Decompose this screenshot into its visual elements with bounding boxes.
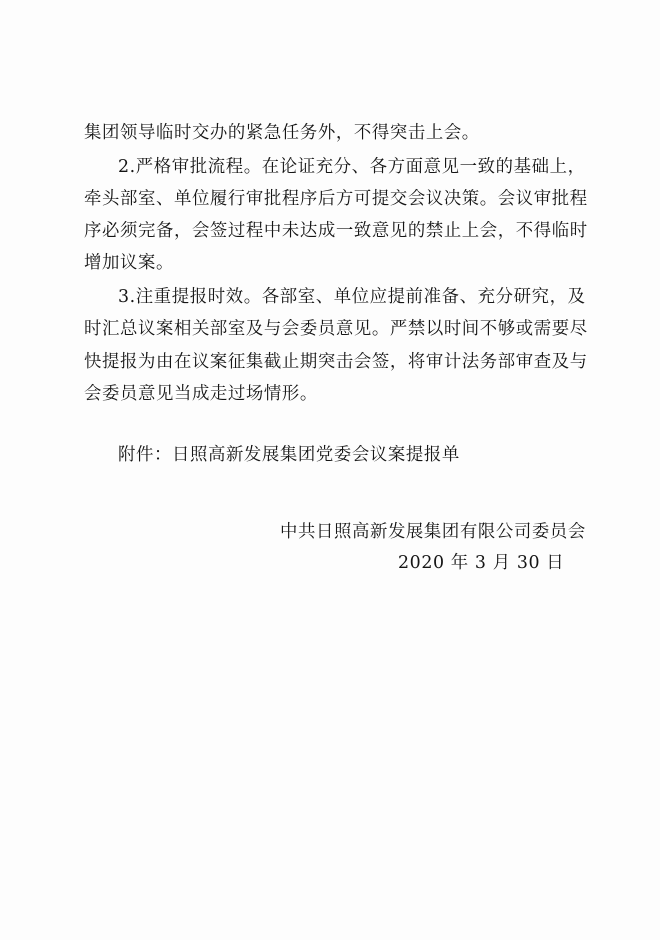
paragraph-1-line-1: 集团领导临时交办的紧急任务外，不得突击上会。: [84, 123, 480, 143]
paragraph-2-line-3: 序必须完备，会签过程中未达成一致意见的禁止上会，不得临时: [84, 221, 588, 241]
paragraph-3-line-1: 3.注重提报时效。各部室、单位应提前准备、充分研究，及: [118, 287, 586, 307]
issue-date: 2020 年 3 月 30 日: [398, 553, 565, 573]
attachment-line: 附件：日照高新发展集团党委会议案提报单: [118, 445, 460, 465]
issuing-organization: 中共日照高新发展集团有限公司委员会: [280, 522, 586, 542]
paragraph-3-line-4: 会委员意见当成走过场情形。: [84, 384, 318, 404]
paragraph-2-line-4: 增加议案。: [84, 253, 174, 273]
paragraph-3-line-2: 时汇总议案相关部室及与会委员意见。严禁以时间不够或需要尽: [84, 319, 588, 339]
paragraph-3-line-3: 快提报为由在议案征集截止期突击会签，将审计法务部审查及与: [84, 352, 588, 372]
paragraph-2-line-2: 牵头部室、单位履行审批程序后方可提交会议决策。会议审批程: [84, 189, 588, 209]
paragraph-2-line-1: 2.严格审批流程。在论证充分、各方面意见一致的基础上，: [118, 157, 586, 177]
